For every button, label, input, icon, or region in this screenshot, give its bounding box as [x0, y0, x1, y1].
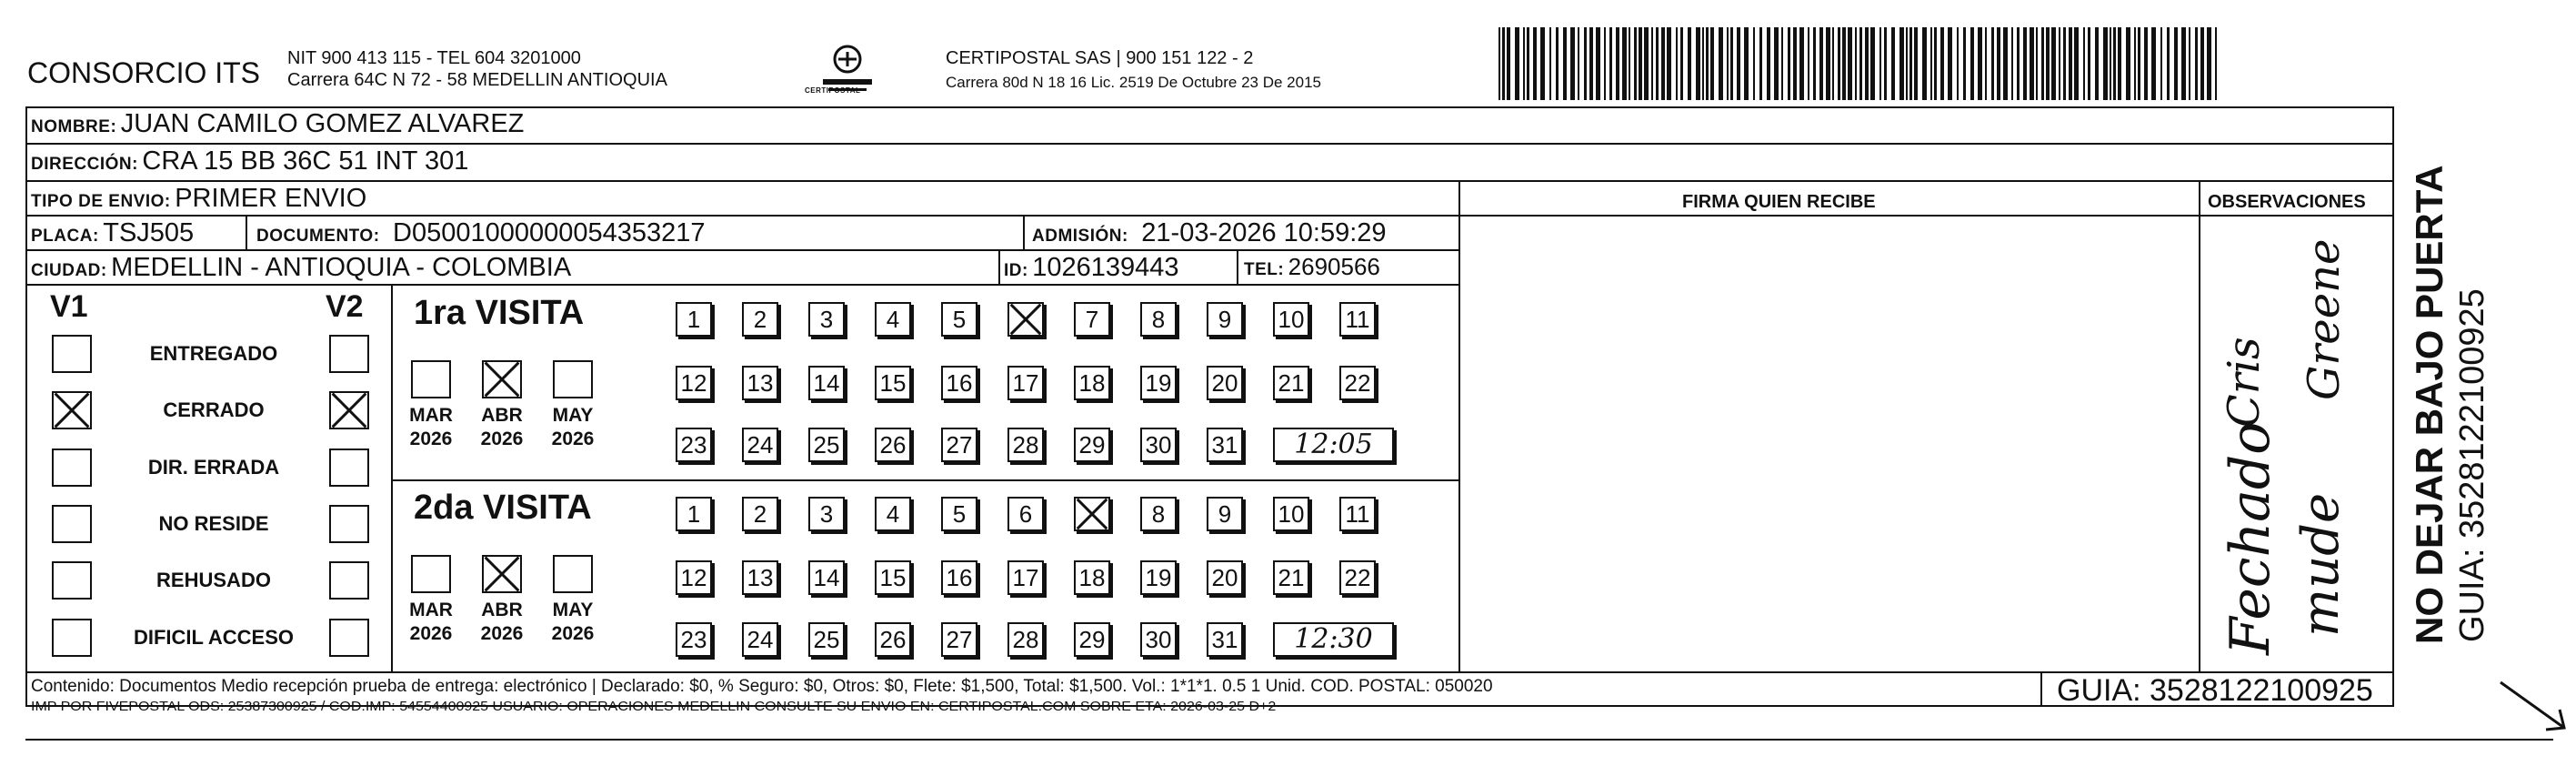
- v2-checkbox[interactable]: [329, 561, 369, 600]
- day-box[interactable]: 8: [1140, 302, 1177, 337]
- barcode-bar: [2200, 27, 2204, 100]
- cell-divider: [998, 249, 1000, 284]
- barcode-bar: [1656, 27, 1659, 100]
- barcode-bar: [2151, 27, 2156, 100]
- day-box[interactable]: 12: [676, 366, 712, 400]
- month-year: 2026: [551, 428, 595, 449]
- tel-label: TEL:: [1244, 260, 1285, 279]
- day-box[interactable]: 14: [808, 560, 845, 595]
- barcode-bar: [1549, 27, 1551, 100]
- admision-field: [1032, 218, 1387, 248]
- v1-checkbox[interactable]: [52, 335, 92, 373]
- direccion-row: [31, 146, 468, 176]
- barcode-bar: [2207, 27, 2211, 100]
- barcode-bar: [2036, 27, 2038, 100]
- barcode-bar: [1596, 27, 1600, 100]
- direccion-value: CRA 15 BB 36C 51 INT 301: [142, 146, 469, 176]
- barcode: [1498, 27, 2226, 105]
- day-box[interactable]: 11: [1339, 302, 1376, 337]
- month-checkbox[interactable]: [482, 555, 522, 593]
- firma-left-border: [1458, 180, 1460, 671]
- v2-label: V2: [326, 289, 364, 324]
- company-name: CONSORCIO ITS: [27, 56, 261, 89]
- barcode-bar: [1622, 27, 1627, 100]
- barcode-bar: [1706, 27, 1709, 100]
- observaciones-label: OBSERVACIONES: [2208, 192, 2366, 212]
- day-box[interactable]: 25: [808, 428, 845, 462]
- day-box[interactable]: 3: [808, 497, 845, 531]
- month-year: 2026: [409, 623, 453, 644]
- barcode-bar: [1767, 27, 1770, 100]
- barcode-bar: [1737, 27, 1740, 100]
- barcode-bar: [1991, 27, 1994, 100]
- barcode-bar: [2074, 27, 2079, 100]
- contenido-text: Contenido: Documentos Medio recepción prueba de entrega: electrónico | Declarado: $0, % Seguro: $0, Otros: $0, Flete: $1,500, Total: $1,500. Vol.: 1*1*1. 0.5 1 Unid. COD. POSTAL: 050020: [31, 677, 1493, 696]
- day-box[interactable]: 22: [1339, 366, 1376, 400]
- barcode-bar: [2051, 27, 2056, 100]
- barcode-bar: [2083, 27, 2085, 100]
- day-box[interactable]: 21: [1273, 560, 1309, 595]
- day-box[interactable]: 29: [1074, 622, 1110, 657]
- barcode-bar: [1702, 27, 1704, 100]
- month-label: ABR: [481, 600, 523, 620]
- barcode-bar: [1696, 27, 1700, 100]
- postal-info-line2: Carrera 80d N 18 16 Lic. 2519 De Octubre 23 De 2015: [946, 74, 1321, 91]
- day-box[interactable]: 24: [742, 622, 778, 657]
- barcode-bar: [1997, 27, 2000, 100]
- barcode-bar: [1774, 27, 1779, 100]
- barcode-bar: [2063, 27, 2066, 100]
- cell-divider: [246, 215, 247, 249]
- barcode-bar: [1793, 27, 1797, 100]
- documento-field: [256, 218, 706, 248]
- day-box[interactable]: 5: [941, 497, 977, 531]
- footer-top-border: [25, 671, 2394, 673]
- row-divider: [25, 249, 1458, 251]
- day-box[interactable]: 12: [676, 560, 712, 595]
- day-box[interactable]: 30: [1140, 622, 1177, 657]
- certipostal-logo: [816, 41, 879, 105]
- barcode-bar: [1710, 27, 1714, 100]
- v2-checkbox[interactable]: [329, 335, 369, 373]
- company-info-line1: NIT 900 413 115 - TEL 604 3201000: [287, 48, 581, 68]
- barcode-bar: [1891, 27, 1895, 100]
- visits-divider: [391, 479, 1458, 481]
- day-box[interactable]: [1007, 302, 1044, 337]
- day-box[interactable]: 18: [1074, 560, 1110, 595]
- barcode-bar: [1848, 27, 1852, 100]
- id-label: ID:: [1004, 261, 1028, 280]
- month-checkbox[interactable]: [553, 360, 593, 398]
- barcode-bar: [2110, 27, 2111, 100]
- barcode-bar: [1906, 27, 1908, 100]
- barcode-bar: [1832, 27, 1834, 100]
- imp-text: IMP POR FIVEPOSTAL ODS: 25387300925 / COD.IMP: 54554400925 USUARIO: OPERACIONES MEDELLIN CONSULTE SU ENVIO EN: CERTIPOSTAL.COM SOBRE ETA: 2026-03-25 D+2: [31, 699, 1277, 714]
- barcode-bar: [1934, 27, 1937, 100]
- barcode-bar: [2011, 27, 2013, 100]
- month-label: ABR: [481, 405, 523, 426]
- barcode-bar: [1838, 27, 1840, 100]
- day-box[interactable]: 27: [941, 428, 977, 462]
- v2-checkbox[interactable]: [329, 449, 369, 487]
- barcode-bar: [1676, 27, 1678, 100]
- day-box[interactable]: 1: [676, 302, 712, 337]
- ciudad-label: CIUDAD:: [31, 261, 107, 280]
- day-box[interactable]: 24: [742, 428, 778, 462]
- status-label: ENTREGADO: [149, 342, 278, 365]
- barcode-bar: [1609, 27, 1612, 100]
- barcode-bar: [2059, 27, 2060, 100]
- barcode-bar: [2138, 27, 2140, 100]
- admision-label: ADMISIÓN:: [1032, 227, 1128, 246]
- day-box[interactable]: 22: [1339, 560, 1376, 595]
- barcode-bar: [1899, 27, 1904, 100]
- barcode-bar: [1616, 27, 1619, 100]
- barcode-bar: [1970, 27, 1974, 100]
- nombre-row: [31, 109, 524, 139]
- barcode-bar: [1540, 27, 1545, 100]
- visit-title: 1ra VISITA: [414, 294, 585, 332]
- month-checkbox[interactable]: [482, 360, 522, 398]
- day-box[interactable]: 18: [1074, 366, 1110, 400]
- barcode-bar: [1855, 27, 1857, 100]
- barcode-bar: [2046, 27, 2050, 100]
- day-box[interactable]: 14: [808, 366, 845, 400]
- id-value: 1026139443: [1032, 253, 1179, 282]
- status-label: CERRADO: [163, 398, 265, 421]
- day-box[interactable]: 9: [1207, 302, 1243, 337]
- v1-label: V1: [50, 289, 88, 324]
- barcode-bar: [1515, 27, 1519, 100]
- barcode-bar: [2069, 27, 2072, 100]
- form-right-border: [2392, 106, 2394, 707]
- day-box[interactable]: 21: [1273, 366, 1309, 400]
- day-box[interactable]: 19: [1140, 366, 1177, 400]
- day-box[interactable]: 2: [742, 497, 778, 531]
- barcode-bar: [1527, 27, 1529, 100]
- visit-time[interactable]: 12:30: [1273, 622, 1394, 657]
- v2-checkbox[interactable]: [329, 505, 369, 543]
- v1-checkbox[interactable]: [52, 619, 92, 657]
- day-box[interactable]: 17: [1007, 560, 1044, 595]
- barcode-bar: [1563, 27, 1567, 100]
- barcode-bar: [1523, 27, 1525, 100]
- barcode-bar: [1985, 27, 1987, 100]
- day-box[interactable]: 20: [1207, 366, 1243, 400]
- barcode-bar: [1578, 27, 1579, 100]
- barcode-bar: [1963, 27, 1966, 100]
- barcode-bar: [1570, 27, 1575, 100]
- day-box[interactable]: 19: [1140, 560, 1177, 595]
- cell-divider: [1237, 249, 1238, 284]
- day-box[interactable]: 16: [941, 366, 977, 400]
- cell-divider: [1023, 215, 1025, 249]
- month-year: 2026: [551, 623, 595, 644]
- day-box[interactable]: 10: [1273, 302, 1309, 337]
- placa-field: [31, 218, 194, 248]
- barcode-bar: [1744, 27, 1749, 100]
- day-box[interactable]: 4: [875, 302, 911, 337]
- page-bottom-line: [25, 739, 2553, 741]
- barcode-bar: [1589, 27, 1593, 100]
- day-box[interactable]: 31: [1207, 428, 1243, 462]
- day-box[interactable]: 3: [808, 302, 845, 337]
- barcode-bar: [1819, 27, 1823, 100]
- barcode-bar: [1826, 27, 1830, 100]
- barcode-bar: [1667, 27, 1671, 100]
- placa-label: PLACA:: [31, 227, 99, 246]
- day-box[interactable]: 11: [1339, 497, 1376, 531]
- day-box[interactable]: 23: [676, 428, 712, 462]
- barcode-bar: [1799, 27, 1804, 100]
- logo-caption: CERTIPOSTAL: [805, 86, 861, 95]
- barcode-bar: [2189, 27, 2190, 100]
- form-left-border: [25, 106, 27, 707]
- barcode-bar: [2144, 27, 2148, 100]
- day-box[interactable]: [1074, 497, 1110, 531]
- status-visits-divider: [391, 284, 393, 671]
- barcode-bar: [1940, 27, 1944, 100]
- day-box[interactable]: 15: [875, 366, 911, 400]
- month-year: 2026: [480, 623, 524, 644]
- barcode-bar: [2113, 27, 2116, 100]
- day-box[interactable]: 10: [1273, 497, 1309, 531]
- barcode-bar: [1842, 27, 1846, 100]
- firma-header-divider: [1458, 215, 2393, 217]
- barcode-bar: [1781, 27, 1783, 100]
- month-checkbox[interactable]: [411, 360, 451, 398]
- observaciones-left-border: [2199, 180, 2200, 671]
- barcode-bar: [1502, 27, 1505, 100]
- barcode-bar: [2003, 27, 2008, 100]
- ciudad-field: [31, 253, 571, 283]
- barcode-bar: [1978, 27, 1982, 100]
- day-box[interactable]: 25: [808, 622, 845, 657]
- visit-title: 2da VISITA: [414, 489, 592, 527]
- v2-checkbox[interactable]: [329, 619, 369, 657]
- barcode-bar: [1957, 27, 1959, 100]
- barcode-bar: [1909, 27, 1912, 100]
- day-box[interactable]: 28: [1007, 622, 1044, 657]
- day-box[interactable]: 16: [941, 560, 977, 595]
- direccion-label: DIRECCIÓN:: [31, 155, 138, 174]
- ciudad-value: MEDELLIN - ANTIOQUIA - COLOMBIA: [111, 253, 572, 282]
- barcode-bar: [1759, 27, 1762, 100]
- month-checkbox[interactable]: [553, 555, 593, 593]
- barcode-bar: [1948, 27, 1952, 100]
- day-box[interactable]: 20: [1207, 560, 1243, 595]
- barcode-bar: [1813, 27, 1816, 100]
- barcode-bar: [1533, 27, 1537, 100]
- day-box[interactable]: 9: [1207, 497, 1243, 531]
- nombre-label: NOMBRE:: [31, 117, 117, 136]
- month-year: 2026: [480, 428, 524, 449]
- firma-label: FIRMA QUIEN RECIBE: [1682, 192, 1876, 212]
- no-dejar-bajo-puerta: NO DEJAR BAJO PUERTA: [2408, 165, 2451, 644]
- handwriting-greene: Greene: [2299, 238, 2350, 400]
- corner-mark: [2491, 673, 2573, 741]
- barcode-bar: [2103, 27, 2108, 100]
- day-box[interactable]: 7: [1074, 302, 1110, 337]
- day-box[interactable]: 1: [676, 497, 712, 531]
- day-box[interactable]: 2: [742, 302, 778, 337]
- tel-value: 2690566: [1288, 253, 1380, 280]
- day-box[interactable]: 26: [875, 622, 911, 657]
- v2-checkbox[interactable]: [329, 391, 369, 429]
- barcode-bar: [1634, 27, 1637, 100]
- guia-box-border: [2040, 671, 2042, 705]
- barcode-bar: [1865, 27, 1869, 100]
- row-divider: [25, 143, 2394, 145]
- documento-label: DOCUMENTO:: [256, 227, 380, 246]
- tipo-label: TIPO DE ENVIO:: [31, 192, 171, 211]
- nombre-value: JUAN CAMILO GOMEZ ALVAREZ: [120, 109, 525, 138]
- day-box[interactable]: 26: [875, 428, 911, 462]
- day-box[interactable]: 13: [742, 560, 778, 595]
- barcode-bar: [2023, 27, 2027, 100]
- v1-checkbox[interactable]: [52, 505, 92, 543]
- tipo-value: PRIMER ENVIO: [175, 184, 367, 213]
- month-label: MAY: [552, 405, 594, 426]
- guia-footer: GUIA: 3528122100925: [2057, 673, 2373, 708]
- barcode-bar: [1884, 27, 1887, 100]
- barcode-bar: [1922, 27, 1927, 100]
- id-field: [1004, 253, 1179, 283]
- day-box[interactable]: 13: [742, 366, 778, 400]
- barcode-bar: [1859, 27, 1862, 100]
- barcode-bar: [2174, 27, 2178, 100]
- barcode-bar: [1930, 27, 1932, 100]
- barcode-bar: [1914, 27, 1918, 100]
- v1-checkbox[interactable]: [52, 561, 92, 600]
- day-box[interactable]: 8: [1140, 497, 1177, 531]
- tel-field: [1244, 253, 1380, 281]
- barcode-bar: [2181, 27, 2186, 100]
- barcode-bar: [1879, 27, 1881, 100]
- barcode-bar: [2215, 27, 2217, 100]
- barcode-bar: [1507, 27, 1510, 100]
- barcode-bar: [1870, 27, 1875, 100]
- barcode-bar: [1788, 27, 1790, 100]
- month-year: 2026: [409, 428, 453, 449]
- form-top-border: [25, 106, 2394, 108]
- row-divider: [25, 180, 2394, 182]
- month-label: MAY: [552, 600, 594, 620]
- day-box[interactable]: 15: [875, 560, 911, 595]
- day-box[interactable]: 29: [1074, 428, 1110, 462]
- month-label: MAR: [409, 600, 453, 620]
- barcode-bar: [1644, 27, 1649, 100]
- month-label: MAR: [409, 405, 453, 426]
- barcode-bar: [1730, 27, 1733, 100]
- barcode-bar: [2017, 27, 2020, 100]
- barcode-bar: [2195, 27, 2198, 100]
- status-label: DIR. ERRADA: [147, 456, 280, 479]
- barcode-bar: [1719, 27, 1723, 100]
- barcode-bar: [2160, 27, 2162, 100]
- day-box[interactable]: 17: [1007, 366, 1044, 400]
- status-label: REHUSADO: [156, 569, 271, 591]
- admision-value: 21-03-2026 10:59:29: [1141, 218, 1387, 247]
- day-box[interactable]: 27: [941, 622, 977, 657]
- barcode-bar: [1727, 27, 1729, 100]
- barcode-bar: [2030, 27, 2034, 100]
- handwriting-cris: Cris: [2219, 337, 2270, 428]
- day-box[interactable]: 31: [1207, 622, 1243, 657]
- placa-value: TSJ505: [103, 218, 195, 247]
- visit-time[interactable]: 12:05: [1273, 428, 1394, 462]
- barcode-bar: [2088, 27, 2090, 100]
- barcode-bar: [1661, 27, 1665, 100]
- handwriting-mude: mude: [2291, 492, 2350, 637]
- month-checkbox[interactable]: [411, 555, 451, 593]
- day-box[interactable]: 4: [875, 497, 911, 531]
- day-box[interactable]: 5: [941, 302, 977, 337]
- tipo-row: [31, 184, 366, 214]
- barcode-bar: [2041, 27, 2044, 100]
- barcode-bar: [1639, 27, 1642, 100]
- barcode-bar: [1584, 27, 1587, 100]
- barcode-bar: [2126, 27, 2130, 100]
- barcode-bar: [1629, 27, 1630, 100]
- barcode-bar: [1651, 27, 1653, 100]
- company-info-line2: Carrera 64C N 72 - 58 MEDELLIN ANTIOQUIA: [287, 70, 667, 90]
- barcode-bar: [1680, 27, 1683, 100]
- row-divider: [25, 284, 1458, 286]
- v1-checkbox[interactable]: [52, 449, 92, 487]
- barcode-bar: [1753, 27, 1755, 100]
- day-box[interactable]: 28: [1007, 428, 1044, 462]
- day-box[interactable]: 23: [676, 622, 712, 657]
- barcode-bar: [1604, 27, 1606, 100]
- postal-info-line1: CERTIPOSTAL SAS | 900 151 122 - 2: [946, 48, 1254, 68]
- barcode-bar: [1498, 27, 1500, 100]
- barcode-bar: [2095, 27, 2099, 100]
- status-label: DIFICIL ACCESO: [133, 626, 294, 649]
- day-box[interactable]: 30: [1140, 428, 1177, 462]
- barcode-bar: [2134, 27, 2136, 100]
- day-box[interactable]: 6: [1007, 497, 1044, 531]
- barcode-bar: [1556, 27, 1559, 100]
- side-guia: GUIA: 3528122100925: [2453, 288, 2491, 642]
- barcode-bar: [1808, 27, 1809, 100]
- handwriting-fechado: Fechado: [2219, 421, 2282, 655]
- barcode-bar: [2167, 27, 2170, 100]
- barcode-bar: [2118, 27, 2121, 100]
- status-label: NO RESIDE: [158, 512, 269, 535]
- documento-value: D05001000000054353217: [393, 218, 706, 247]
- v1-checkbox[interactable]: [52, 391, 92, 429]
- barcode-bar: [1688, 27, 1691, 100]
